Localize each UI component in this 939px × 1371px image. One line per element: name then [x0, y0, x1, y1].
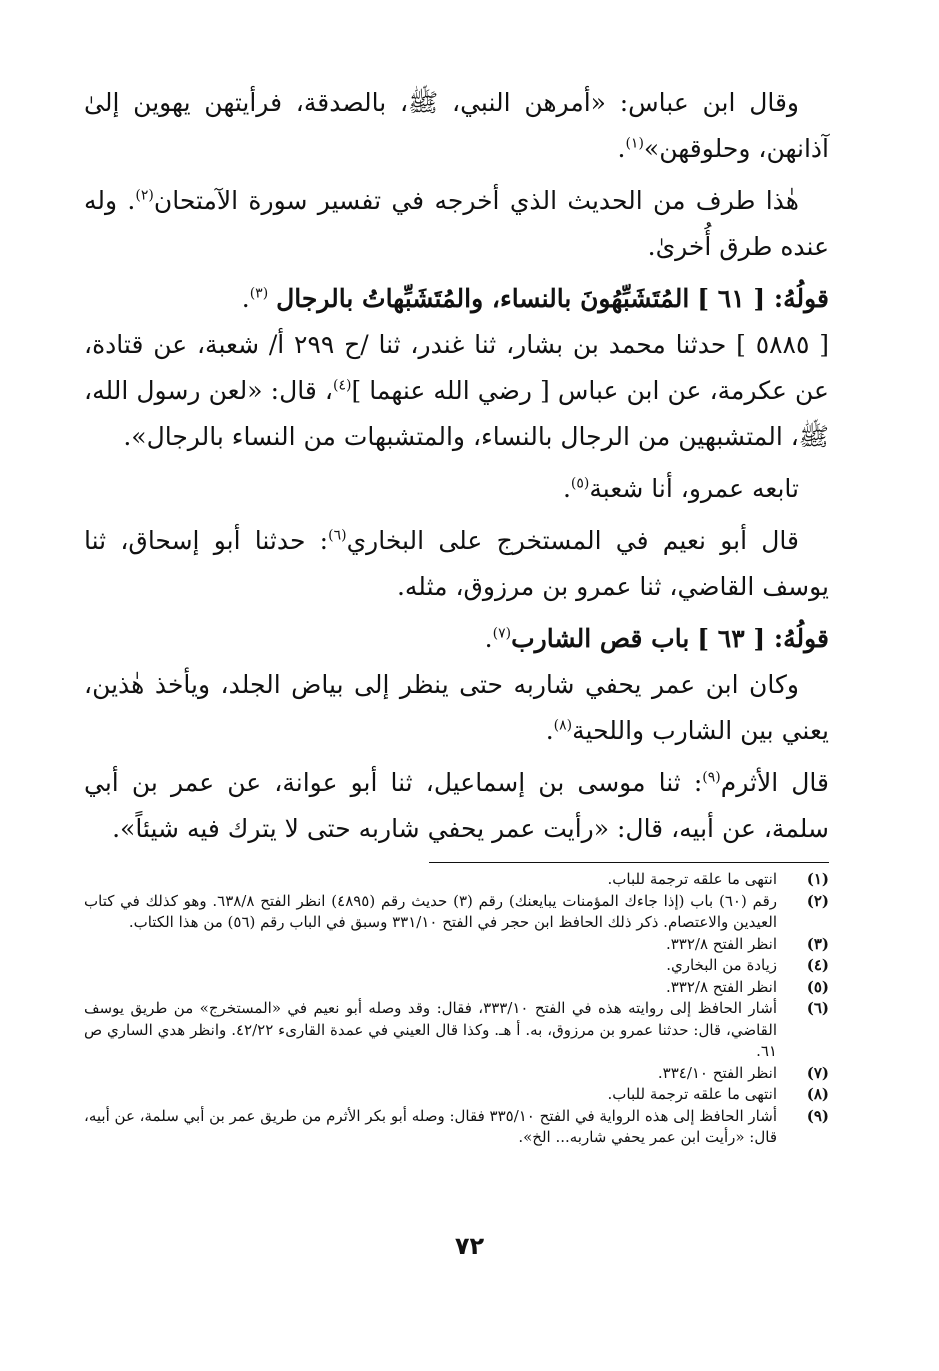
paragraph-1-text: وقال ابن عباس: «أمرهن النبي، ﷺ، بالصدقة، فرأيتهن يهوين إلىٰ آذانهن، وحلوقهن»	[84, 88, 829, 163]
paragraph-1-end: .	[617, 134, 626, 163]
footnote-text: انظر الفتح ٣٣٢/٨.	[665, 977, 777, 996]
footnote-text: انظر الفتح ٣٣٤/١٠.	[657, 1063, 777, 1082]
footnote-number: (٣)	[806, 934, 829, 953]
footnote-text: أشار الحافظ إلى روايته هذه في الفتح ٣٣٣/١٠، فقال: وقد وصله أبو نعيم في «المستخرج» من طريق يوسف القاضي، قال: حدثنا عمرو بن مرزوق، به. أ هـ. وكذا قال العيني في عمدة القارىء ٤٢/٢٢. وانظر هدي الساري ص ٦١.	[84, 999, 777, 1060]
footnote-ref-5[interactable]: (٥)	[570, 475, 590, 492]
footnote-7	[84, 1063, 829, 1085]
paragraph-6-text: قال أبو نعيم في المستخرج على البخاري	[346, 526, 799, 555]
footnote-text: انتهى ما علقه ترجمة للباب.	[607, 1085, 777, 1103]
footnote-divider	[429, 862, 829, 863]
footnote-text: انظر الفتح ٣٣٢/٨.	[665, 934, 777, 953]
paragraph-2	[84, 178, 829, 270]
footnote-5	[84, 977, 829, 999]
footnote-9	[84, 1106, 829, 1149]
footnote-ref-1[interactable]: (١)	[625, 135, 644, 152]
paragraph-8-end: .	[545, 716, 554, 745]
footnote-text: رقم (٦٠) باب (إذا جاءك المؤمنات يبايعنك) رقم (٣) حديث رقم (٤٨٩٥) انظر الفتح ٦٣٨/٨. وهو كذلك في كتاب العيدين والاعتصام. ذكر ذلك الحافظ ابن حجر في الفتح ٣٣١/١٠ وسبق في الباب رقم (٥٦) من هذا الكتاب.	[84, 891, 777, 931]
footnote-text: زيادة من البخاري.	[666, 956, 777, 974]
paragraph-2-end: . وله عنده طرق أُخرىٰ.	[84, 186, 829, 261]
footnote-8	[84, 1084, 829, 1106]
paragraph-2-text: هٰذا طرف من الحديث الذي أخرجه في تفسير سورة الآمتحان	[153, 186, 799, 215]
footnote-ref-6[interactable]: (٦)	[328, 527, 347, 544]
heading-61-lead: قولُهُ: [ ٦١ ]	[697, 284, 829, 313]
hadith-5885-end: ، قال: «لعن رسول الله، ﷺ، المتشبهين من الرجال بالنساء، والمتشبهات من النساء بالرجال».	[84, 376, 829, 451]
footnote-number: (٤)	[806, 956, 829, 974]
footnote-ref-2[interactable]: (٢)	[135, 187, 154, 204]
footnote-ref-3[interactable]: (٣)	[249, 285, 269, 302]
hadith-5885	[84, 322, 829, 460]
paragraph-5-text: تابعه عمرو، أنا شعبة	[589, 474, 799, 503]
hadith-5885-text: [ ٥٨٨٥ ] حدثنا محمد بن بشار، ثنا غندر، ثنا /ح ٢٩٩ أ/ شعبة، عن قتادة، عن عكرمة، عن ابن عباس [ رضي الله عنهما ]	[84, 330, 829, 405]
paragraph-1	[84, 80, 829, 172]
heading-63	[84, 616, 829, 662]
paragraph-6	[84, 518, 829, 610]
heading-61-text: المُتَشَبِّهُونَ بالنساء، والمُتَشَبِّهاتُ بالرجال	[276, 284, 690, 313]
footnotes	[84, 869, 829, 1149]
footnote-3	[84, 934, 829, 956]
footnote-number: (٢)	[806, 891, 829, 910]
paragraph-5-end: .	[562, 474, 571, 503]
paragraph-6-end: : حدثنا أبو إسحاق، ثنا يوسف القاضي، ثنا عمرو بن مرزوق، مثله.	[84, 526, 829, 601]
footnote-number: (٥)	[806, 977, 829, 996]
footnote-number: (١)	[806, 870, 829, 888]
footnote-1	[84, 869, 829, 891]
paragraph-8	[84, 662, 829, 754]
footnote-4	[84, 955, 829, 977]
footnote-text: انتهى ما علقه ترجمة للباب.	[607, 870, 777, 888]
page-body	[84, 80, 829, 1149]
footnote-ref-8[interactable]: (٨)	[553, 717, 573, 734]
footnote-number: (٦)	[806, 999, 829, 1017]
footnote-number: (٩)	[806, 1106, 829, 1125]
footnote-number: (٧)	[806, 1063, 829, 1082]
heading-63-end: .	[484, 624, 493, 653]
footnote-ref-7[interactable]: (٧)	[492, 625, 512, 642]
heading-63-lead: قولُهُ: [ ٦٣ ]	[697, 624, 829, 653]
heading-61-end: .	[241, 284, 250, 313]
footnote-ref-4[interactable]: (٤)	[332, 377, 352, 394]
footnote-text: أشار الحافظ إلى هذه الرواية في الفتح ٣٣٥/١٠ فقال: وصله أبو بكر الأثرم من طريق عمر بن أبي سلمة، عن أبيه، قال: «رأيت ابن عمر يحفي شاربه... الخ».	[84, 1106, 777, 1146]
page-number: ٧٢	[454, 1232, 485, 1260]
paragraph-8-text: وكان ابن عمر يحفي شاربه حتى ينظر إلى بياض الجلد، ويأخذ هٰذين، يعني بين الشارب واللحية	[84, 670, 829, 745]
main-text	[84, 80, 829, 852]
footnote-number: (٨)	[806, 1085, 829, 1103]
paragraph-9-end: : ثنا موسى بن إسماعيل، ثنا أبو عوانة، عن عمر بن أبي سلمة، عن أبيه، قال: «رأيت عمر يحفي شاربه حتى لا يترك فيه شيئاً».	[84, 768, 829, 843]
heading-63-text: باب قص الشارب	[511, 624, 690, 653]
footnote-2	[84, 891, 829, 934]
paragraph-9-text: قال الأثرم	[720, 768, 829, 797]
paragraph-9	[84, 760, 829, 852]
footnote-6	[84, 998, 829, 1063]
paragraph-5	[84, 466, 829, 512]
footnote-ref-9[interactable]: (٩)	[702, 769, 721, 786]
heading-61	[84, 276, 829, 322]
